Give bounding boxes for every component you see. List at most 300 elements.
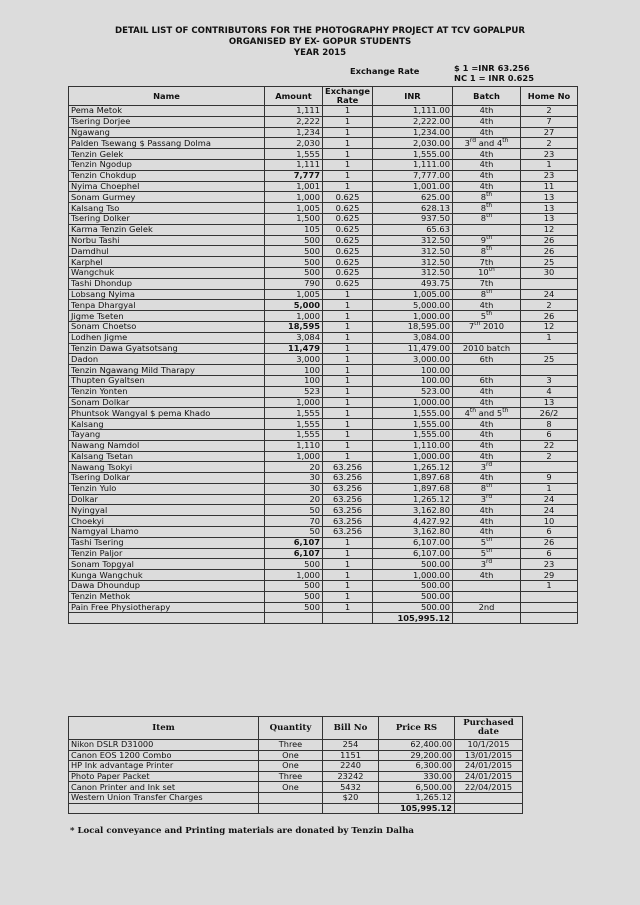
contributor-rate: 1 (323, 138, 373, 149)
contributor-rate: 0.625 (323, 213, 373, 224)
contributor-inr: 1,001.00 (373, 181, 453, 192)
header-batch: Batch (453, 87, 521, 106)
table-row (69, 559, 578, 570)
contributor-amount: 500 (265, 559, 323, 570)
contributor-batch: 4th (453, 440, 521, 451)
contributor-name: Namgyal Lhamo (69, 527, 265, 538)
contributor-rate: 63.256 (323, 527, 373, 538)
contributor-batch: 6th (453, 375, 521, 386)
contributor-batch: 8th (453, 246, 521, 257)
contributor-batch: 4th (453, 300, 521, 311)
purchases-table (68, 716, 523, 814)
table-row (69, 602, 578, 613)
contributor-name: Norbu Tashi (69, 235, 265, 246)
contributor-name: Tenzin Paljor (69, 548, 265, 559)
contributor-name: Dadon (69, 354, 265, 365)
table-row (69, 591, 578, 602)
item-date (455, 792, 523, 803)
table-row (69, 289, 578, 300)
contributor-name: Karphel (69, 257, 265, 268)
contributor-inr: 1,897.68 (373, 473, 453, 484)
table-row (69, 792, 523, 803)
contributor-batch: 8th (453, 203, 521, 214)
contributor-inr: 312.50 (373, 257, 453, 268)
contributor-amount: 20 (265, 494, 323, 505)
table-row (69, 537, 578, 548)
contributor-rate: 1 (323, 300, 373, 311)
contributor-rate: 63.256 (323, 516, 373, 527)
contributor-amount: 500 (265, 591, 323, 602)
contributor-name: Nawang Namdol (69, 440, 265, 451)
contributor-batch: 8th (453, 289, 521, 300)
contributor-home-no: 24 (521, 494, 578, 505)
contributor-batch: 3rd (453, 494, 521, 505)
contributor-home-no: 3 (521, 375, 578, 386)
title-line-1: DETAIL LIST OF CONTRIBUTORS FOR THE PHOTOGRAPHY PROJECT AT TCV GOPALPUR (114, 26, 526, 36)
contributor-batch: 5th (453, 537, 521, 548)
contributor-rate: 1 (323, 408, 373, 419)
exchange-rate-label: Exchange Rate (350, 66, 420, 76)
contributor-amount: 1,111 (265, 106, 323, 117)
contributor-inr: 5,000.00 (373, 300, 453, 311)
contributor-amount: 500 (265, 235, 323, 246)
contributor-amount: 50 (265, 505, 323, 516)
table-row (69, 750, 523, 761)
contributor-amount: 100 (265, 375, 323, 386)
item-name: Canon EOS 1200 Combo (69, 750, 259, 761)
table-row (69, 462, 578, 473)
contributor-inr: 625.00 (373, 192, 453, 203)
contributor-batch: 7th (453, 257, 521, 268)
contributor-home-no: 26 (521, 235, 578, 246)
item-name: Western Union Transfer Charges (69, 792, 259, 803)
table-row (69, 429, 578, 440)
contributor-amount: 1,000 (265, 570, 323, 581)
contributor-rate: 1 (323, 127, 373, 138)
table-row (69, 300, 578, 311)
contributor-inr: 18,595.00 (373, 321, 453, 332)
contributor-rate: 0.625 (323, 235, 373, 246)
contributor-rate: 0.625 (323, 278, 373, 289)
contributor-amount: 105 (265, 224, 323, 235)
table-row (69, 354, 578, 365)
table-row (69, 483, 578, 494)
item-quantity: One (259, 761, 323, 772)
contributor-amount: 5,000 (265, 300, 323, 311)
contributor-inr: 523.00 (373, 386, 453, 397)
contributor-name: Lobsang Nyima (69, 289, 265, 300)
contributor-amount: 1,005 (265, 289, 323, 300)
contributor-rate: 1 (323, 581, 373, 592)
contributor-name: Sonam Gurmey (69, 192, 265, 203)
contributor-rate: 0.625 (323, 192, 373, 203)
item-date: 13/01/2015 (455, 750, 523, 761)
contributor-rate: 1 (323, 149, 373, 160)
contributor-rate: 1 (323, 116, 373, 127)
contributor-amount: 3,084 (265, 332, 323, 343)
contributor-inr: 312.50 (373, 267, 453, 278)
header-amount: Amount (265, 87, 323, 106)
contributor-amount: 1,001 (265, 181, 323, 192)
item-date: 10/1/2015 (455, 740, 523, 751)
table-row (69, 192, 578, 203)
contributor-name: Karma Tenzin Gelek (69, 224, 265, 235)
contributor-rate: 1 (323, 311, 373, 322)
contributor-rate: 1 (323, 343, 373, 354)
table-row (69, 397, 578, 408)
contributor-name: Tashi Dhondup (69, 278, 265, 289)
table-row (69, 203, 578, 214)
table-row (69, 138, 578, 149)
contributor-amount: 1,234 (265, 127, 323, 138)
contributor-amount: 1,555 (265, 408, 323, 419)
contributor-home-no: 26 (521, 246, 578, 257)
contributor-rate: 1 (323, 159, 373, 170)
contributor-amount: 1,555 (265, 419, 323, 430)
item-quantity: Three (259, 771, 323, 782)
contributor-inr: 1,234.00 (373, 127, 453, 138)
contributor-amount: 30 (265, 473, 323, 484)
contributor-amount: 18,595 (265, 321, 323, 332)
item-name: Canon Printer and Ink set (69, 782, 259, 793)
contributor-home-no: 13 (521, 203, 578, 214)
contributor-inr: 2,030.00 (373, 138, 453, 149)
contributor-batch: 4th (453, 386, 521, 397)
contributor-home-no: 26 (521, 311, 578, 322)
table-row (69, 246, 578, 257)
header-price: Price RS (379, 717, 455, 740)
contributor-home-no: 22 (521, 440, 578, 451)
contributor-rate: 1 (323, 397, 373, 408)
contributor-name: Sonam Choetso (69, 321, 265, 332)
contributor-rate: 1 (323, 419, 373, 430)
contributor-name: Damdhul (69, 246, 265, 257)
contributor-batch: 4th (453, 397, 521, 408)
item-date: 24/01/2015 (455, 771, 523, 782)
table-row (69, 451, 578, 462)
contributor-rate: 1 (323, 106, 373, 117)
contributor-name: Nyingyal (69, 505, 265, 516)
table-row (69, 149, 578, 160)
title-line-2: ORGANISED BY EX- GOPUR STUDENTS (228, 37, 412, 47)
contributor-inr: 11,479.00 (373, 343, 453, 354)
contributor-name: Palden Tsewang $ Passang Dolma (69, 138, 265, 149)
purchases-total-row (69, 803, 523, 814)
contributor-home-no: 11 (521, 181, 578, 192)
contributor-batch: 10th (453, 267, 521, 278)
contributor-home-no: 12 (521, 224, 578, 235)
contributor-rate: 63.256 (323, 505, 373, 516)
contributor-home-no: 1 (521, 159, 578, 170)
contributor-batch: 4th (453, 159, 521, 170)
contributor-rate: 1 (323, 332, 373, 343)
table-row (69, 170, 578, 181)
table-row (69, 505, 578, 516)
contributor-batch: 5th (453, 548, 521, 559)
table-row (69, 740, 523, 751)
contributor-inr: 4,427.92 (373, 516, 453, 527)
contributor-name: Phuntsok Wangyal $ pema Khado (69, 408, 265, 419)
contributor-batch: 4th (453, 116, 521, 127)
contributor-inr: 1,000.00 (373, 451, 453, 462)
contributor-inr: 500.00 (373, 581, 453, 592)
table-row (69, 771, 523, 782)
item-price: 6,300.00 (379, 761, 455, 772)
contributor-home-no: 4 (521, 386, 578, 397)
item-quantity (259, 792, 323, 803)
table-row (69, 181, 578, 192)
contributor-name: Tenzin Methok (69, 591, 265, 602)
contributor-batch: 9th (453, 235, 521, 246)
table-row (69, 473, 578, 484)
contributor-home-no: 23 (521, 170, 578, 181)
header-home-no: Home No (521, 87, 578, 106)
contributor-rate: 1 (323, 451, 373, 462)
contributor-batch: 4th (453, 451, 521, 462)
contributor-batch: 3rd (453, 462, 521, 473)
table-row (69, 408, 578, 419)
contributor-batch: 4th (453, 419, 521, 430)
contributor-inr: 100.00 (373, 375, 453, 386)
contributor-rate: 1 (323, 429, 373, 440)
contributor-rate: 0.625 (323, 246, 373, 257)
contributor-name: Tsering Dorjee (69, 116, 265, 127)
contributor-rate: 63.256 (323, 483, 373, 494)
contributor-batch: 4th (453, 127, 521, 138)
contributor-amount: 50 (265, 527, 323, 538)
contributor-batch (453, 224, 521, 235)
item-bill-no: 254 (323, 740, 379, 751)
contributor-batch: 4th (453, 527, 521, 538)
contributor-rate: 1 (323, 386, 373, 397)
contributor-amount: 7,777 (265, 170, 323, 181)
contributor-inr: 312.50 (373, 235, 453, 246)
contributor-inr: 500.00 (373, 602, 453, 613)
table-row (69, 267, 578, 278)
contributor-amount: 1,111 (265, 159, 323, 170)
contributor-rate: 0.625 (323, 257, 373, 268)
item-bill-no: 23242 (323, 771, 379, 782)
contributor-name: Tenzin Ngawang Mild Tharapy (69, 365, 265, 376)
contributor-name: Tayang (69, 429, 265, 440)
contributor-rate: 1 (323, 170, 373, 181)
contributor-name: Lodhen Jigme (69, 332, 265, 343)
contributor-batch: 4th (453, 473, 521, 484)
contributor-home-no: 13 (521, 213, 578, 224)
contributor-home-no: 2 (521, 106, 578, 117)
contributor-home-no: 13 (521, 192, 578, 203)
contributor-amount: 500 (265, 257, 323, 268)
contributor-inr: 1,111.00 (373, 106, 453, 117)
contributor-name: Dawa Dhoundup (69, 581, 265, 592)
item-date: 24/01/2015 (455, 761, 523, 772)
contributor-name: Jigme Tseten (69, 311, 265, 322)
contributor-name: Thupten Gyaltsen (69, 375, 265, 386)
contributor-name: Tsering Dolkar (69, 473, 265, 484)
contributor-rate: 1 (323, 181, 373, 192)
contributor-home-no: 24 (521, 289, 578, 300)
contributor-name: Tenzin Chokdup (69, 170, 265, 181)
contributor-amount: 1,555 (265, 429, 323, 440)
purchases-total: 105,995.12 (379, 803, 455, 814)
contributor-inr: 1,897.68 (373, 483, 453, 494)
contributor-rate: 1 (323, 289, 373, 300)
contributor-batch: 8th (453, 192, 521, 203)
table-row (69, 332, 578, 343)
item-bill-no: 2240 (323, 761, 379, 772)
contributor-batch: 8th (453, 483, 521, 494)
contributor-home-no: 10 (521, 516, 578, 527)
contributor-rate: 63.256 (323, 473, 373, 484)
contributor-batch (453, 591, 521, 602)
contributor-inr: 7,777.00 (373, 170, 453, 181)
contributor-home-no: 6 (521, 527, 578, 538)
contributor-rate: 1 (323, 375, 373, 386)
table-row (69, 527, 578, 538)
contributor-name: Pain Free Physiotherapy (69, 602, 265, 613)
contributor-name: Tenzin Ngodup (69, 159, 265, 170)
contributor-name: Pema Metok (69, 106, 265, 117)
contributor-rate: 63.256 (323, 494, 373, 505)
contributor-name: Sonam Dolkar (69, 397, 265, 408)
contributor-home-no: 12 (521, 321, 578, 332)
contributor-inr: 3,084.00 (373, 332, 453, 343)
contributor-amount: 6,107 (265, 537, 323, 548)
contributor-batch: 4th (453, 570, 521, 581)
contributor-batch: 3rd and 4th (453, 138, 521, 149)
table-row (69, 278, 578, 289)
contributor-home-no: 2 (521, 451, 578, 462)
contributor-home-no: 2 (521, 300, 578, 311)
contributor-name: Sonam Topgyal (69, 559, 265, 570)
contributor-inr: 1,265.12 (373, 494, 453, 505)
contributor-batch: 7th (453, 278, 521, 289)
contributor-inr: 1,555.00 (373, 419, 453, 430)
contributor-inr: 1,265.12 (373, 462, 453, 473)
contributor-home-no: 6 (521, 548, 578, 559)
contributor-amount: 500 (265, 267, 323, 278)
contributor-batch (453, 365, 521, 376)
contributor-rate: 1 (323, 570, 373, 581)
contributor-batch (453, 332, 521, 343)
contributor-rate: 1 (323, 440, 373, 451)
contributor-name: Ngawang (69, 127, 265, 138)
item-quantity: One (259, 782, 323, 793)
contributor-name: Tenzin Gelek (69, 149, 265, 160)
contributor-home-no: 26/2 (521, 408, 578, 419)
contributor-home-no: 24 (521, 505, 578, 516)
contributor-amount: 3,000 (265, 354, 323, 365)
contributor-rate: 1 (323, 591, 373, 602)
contributor-name: Nyima Choephel (69, 181, 265, 192)
contributor-inr: 628.13 (373, 203, 453, 214)
contributor-amount: 6,107 (265, 548, 323, 559)
contributor-amount: 523 (265, 386, 323, 397)
contributor-home-no: 1 (521, 483, 578, 494)
contributor-amount: 1,000 (265, 192, 323, 203)
table-row (69, 375, 578, 386)
contributor-home-no (521, 343, 578, 354)
contributor-amount: 30 (265, 483, 323, 494)
contributor-amount: 500 (265, 581, 323, 592)
contributor-home-no: 29 (521, 570, 578, 581)
contributor-name: Kalsang Tso (69, 203, 265, 214)
header-bill-no: Bill No (323, 717, 379, 740)
contributor-inr: 1,110.00 (373, 440, 453, 451)
purchases-header-row (69, 717, 523, 740)
contributor-name: Choekyi (69, 516, 265, 527)
contributor-batch: 2010 batch (453, 343, 521, 354)
contributor-batch: 8th (453, 213, 521, 224)
table-row (69, 516, 578, 527)
contributor-rate: 63.256 (323, 462, 373, 473)
contributors-total-row (69, 613, 578, 624)
item-bill-no: 1151 (323, 750, 379, 761)
contributor-inr: 312.50 (373, 246, 453, 257)
contributor-inr: 1,000.00 (373, 311, 453, 322)
nc-rate: NC 1 = INR 0.625 (454, 73, 534, 83)
contributor-batch: 4th (453, 149, 521, 160)
table-row (69, 440, 578, 451)
header-exchange-rate: Exchange Rate (323, 87, 373, 106)
contributor-rate: 0.625 (323, 267, 373, 278)
contributor-batch: 4th (453, 170, 521, 181)
contributor-rate: 0.625 (323, 203, 373, 214)
table-row (69, 257, 578, 268)
contributor-home-no: 9 (521, 473, 578, 484)
contributor-inr: 1,555.00 (373, 429, 453, 440)
contributor-inr: 3,000.00 (373, 354, 453, 365)
item-name: HP Ink advantage Printer (69, 761, 259, 772)
contributor-amount: 11,479 (265, 343, 323, 354)
item-bill-no: $20 (323, 792, 379, 803)
contributor-batch: 5th (453, 311, 521, 322)
contributor-inr: 6,107.00 (373, 548, 453, 559)
contributor-amount: 1,000 (265, 397, 323, 408)
contributor-rate: 1 (323, 559, 373, 570)
contributor-rate: 0.625 (323, 224, 373, 235)
contributor-home-no: 7 (521, 116, 578, 127)
table-row (69, 235, 578, 246)
table-row (69, 782, 523, 793)
table-row (69, 159, 578, 170)
item-date: 22/04/2015 (455, 782, 523, 793)
table-row (69, 343, 578, 354)
contributor-inr: 1,000.00 (373, 570, 453, 581)
item-price: 29,200.00 (379, 750, 455, 761)
contributor-name: Tashi Tsering (69, 537, 265, 548)
contributor-home-no: 1 (521, 332, 578, 343)
contributor-rate: 1 (323, 354, 373, 365)
contributor-home-no: 30 (521, 267, 578, 278)
contributor-home-no (521, 278, 578, 289)
contributors-header-row (69, 87, 578, 106)
item-name: Photo Paper Packet (69, 771, 259, 782)
contributor-name: Tenzin Dawa Gyatsotsang (69, 343, 265, 354)
contributor-amount: 500 (265, 602, 323, 613)
contributor-amount: 1,555 (265, 149, 323, 160)
contributor-amount: 2,222 (265, 116, 323, 127)
contributor-inr: 493.75 (373, 278, 453, 289)
contributor-name: Tenpa Dhargyal (69, 300, 265, 311)
contributor-amount: 1,005 (265, 203, 323, 214)
contributor-home-no: 8 (521, 419, 578, 430)
contributor-name: Wangchuk (69, 267, 265, 278)
header-item: Item (69, 717, 259, 740)
table-row (69, 213, 578, 224)
contributor-amount: 1,500 (265, 213, 323, 224)
table-row (69, 365, 578, 376)
